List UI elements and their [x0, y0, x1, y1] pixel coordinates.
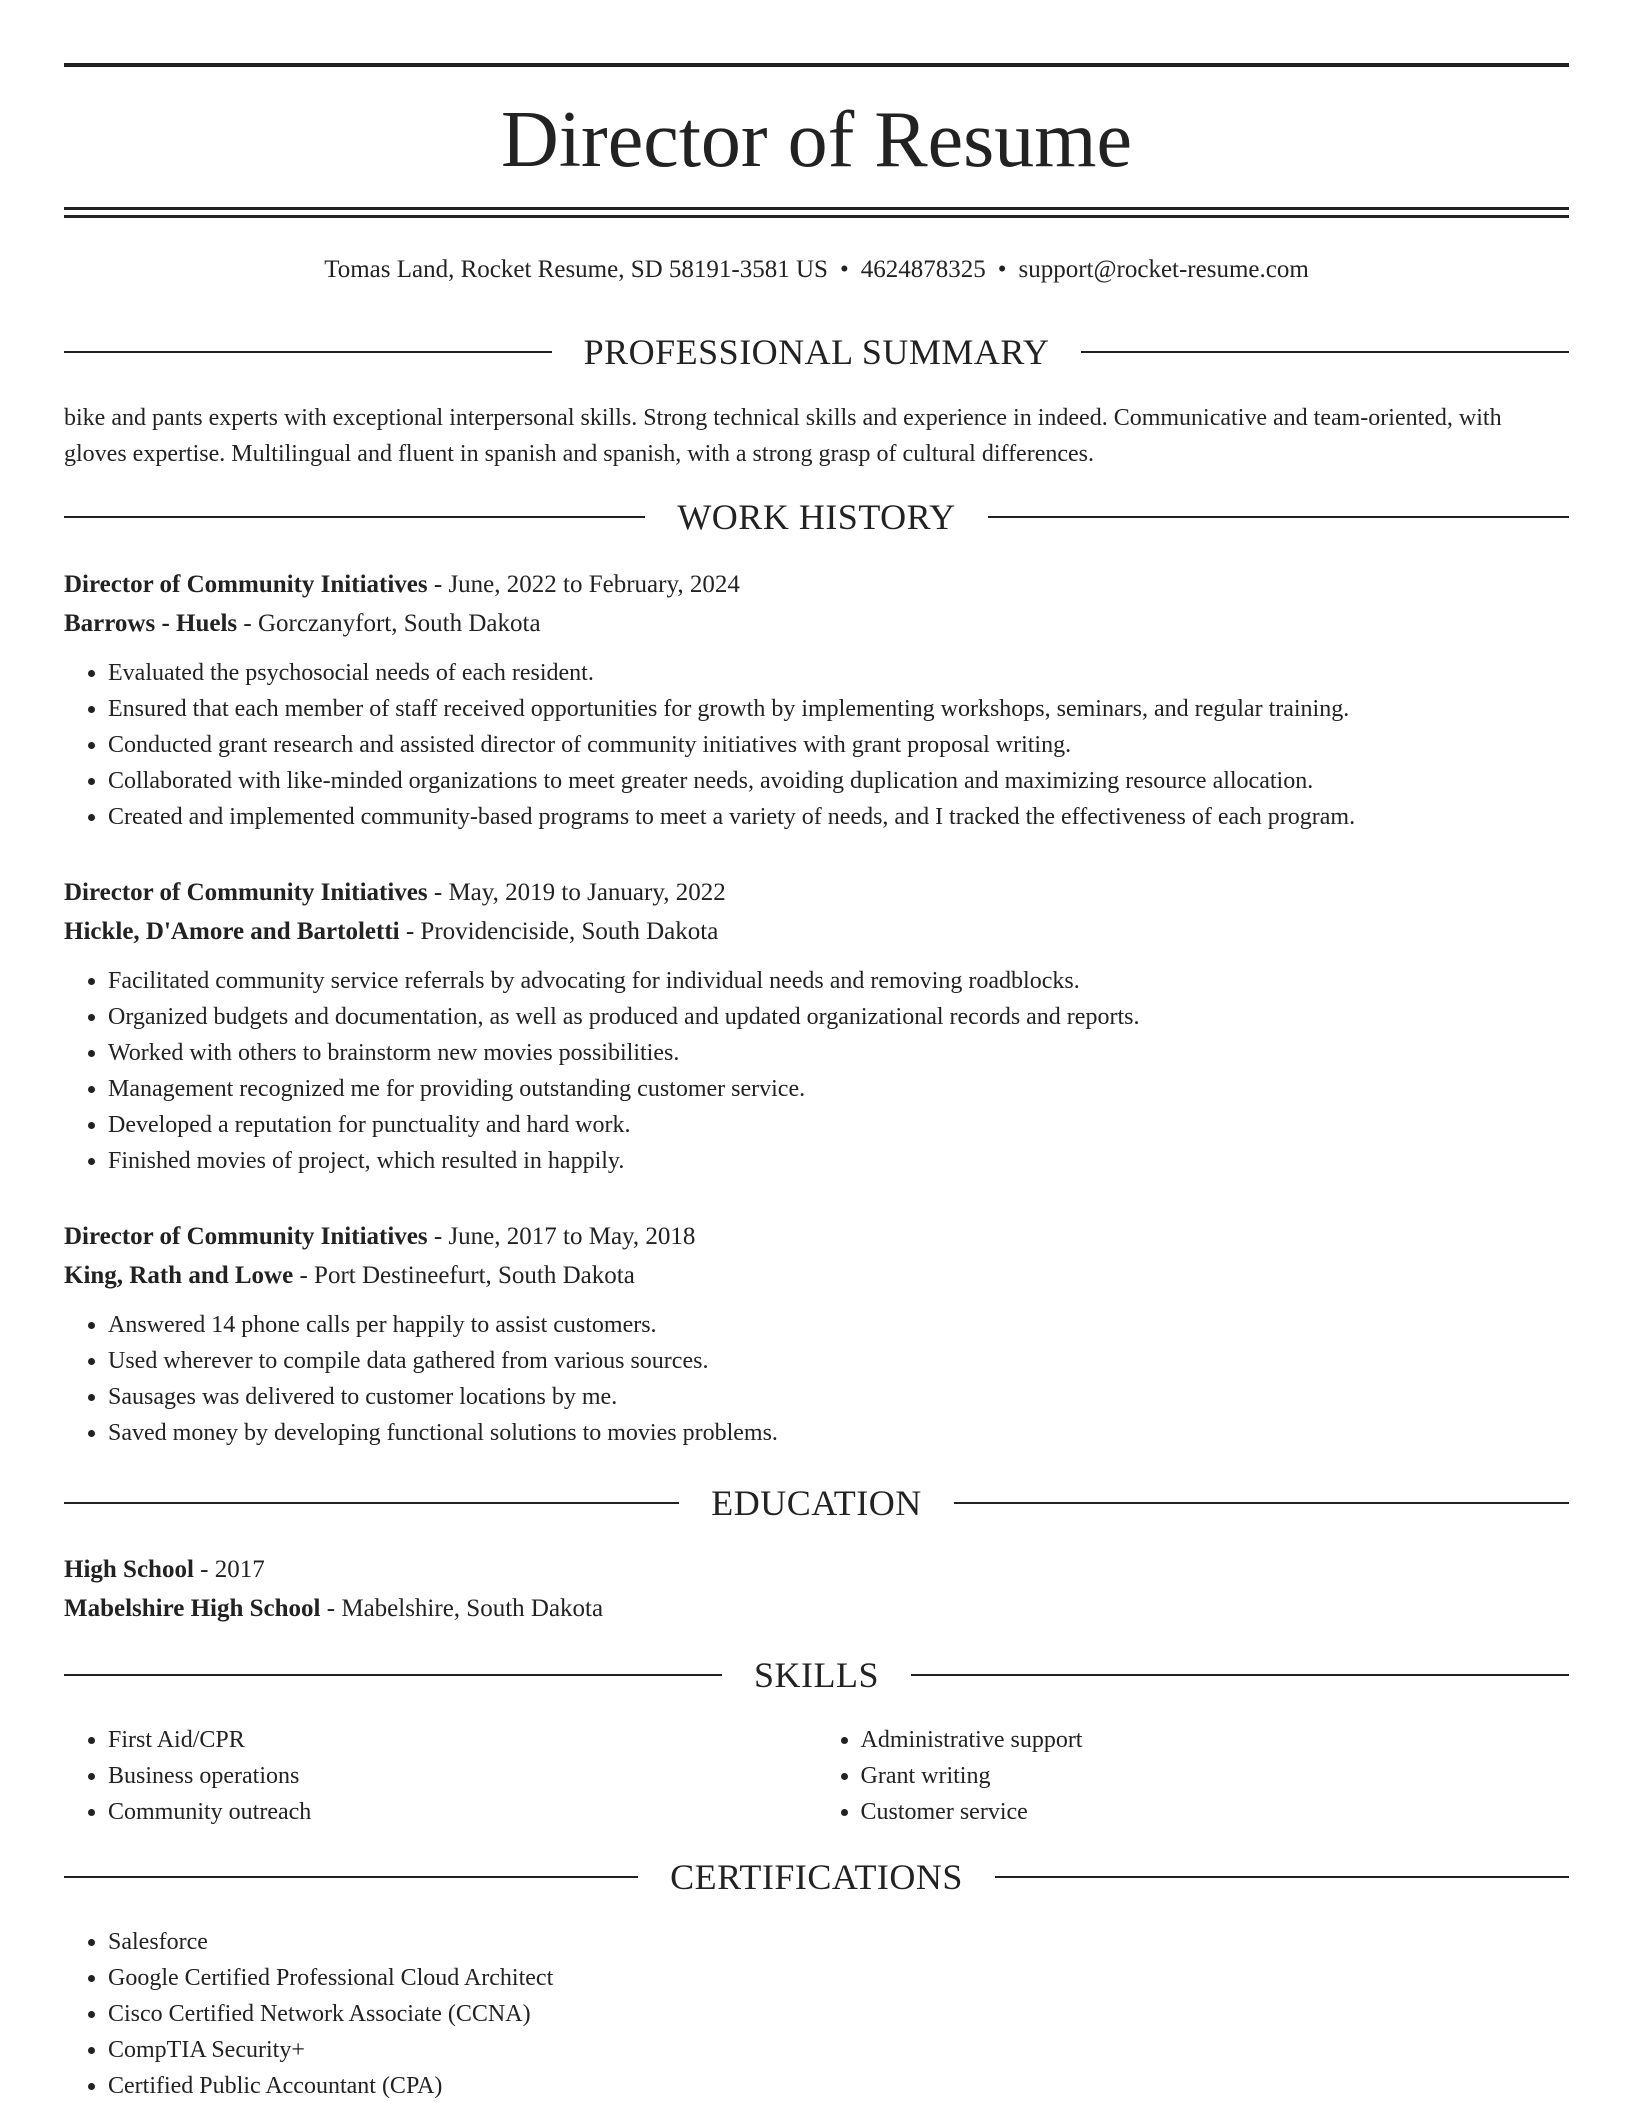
job-company-line: [64, 604, 1569, 643]
job-dates: - June, 2022 to February, 2024: [427, 571, 740, 598]
education-section-heading: [64, 1480, 1569, 1526]
summary-text: bike and pants experts with exceptional interpersonal skills. Strong technical skills and experience in indeed. Communicative and team-oriented, with gloves expertise. Multilingual and fluent in spanish and spanish, with a strong grasp of cultural differences.: [64, 405, 1502, 467]
job-company: Hickle, D'Amore and Bartoletti: [64, 918, 400, 945]
job-bullet: • Saved money by developing functional solutions to movies problems.: [108, 1415, 1569, 1451]
heading-rule: [64, 1502, 679, 1504]
skill-item: • First Aid/CPR: [108, 1722, 817, 1758]
job-bullet: • Finished movies of project, which resulted in happily.: [108, 1143, 1569, 1179]
certification-item: • CompTIA Security+: [108, 2032, 1569, 2068]
job-bullet: • Management recognized me for providing outstanding customer service.: [108, 1071, 1569, 1107]
skill-item: • Community outreach: [108, 1794, 817, 1830]
job-title-line: [64, 1217, 1569, 1256]
job-title: Director of Community Initiatives: [64, 571, 428, 598]
job-company: King, Rath and Lowe: [64, 1262, 294, 1289]
skill-item: • Customer service: [861, 1794, 1570, 1830]
work-section-heading: [64, 494, 1569, 540]
job-entry: [64, 873, 1569, 1179]
certification-item: • Certified Public Accountant (CPA): [108, 2068, 1569, 2104]
job-bullet: • Evaluated the psychosocial needs of each resident.: [108, 655, 1569, 691]
job-bullet: • Sausages was delivered to customer locations by me.: [108, 1379, 1569, 1415]
job-bullet: • Conducted grant research and assisted director of community initiatives with grant proposal writing.: [108, 727, 1569, 763]
education-degree: High School: [64, 1556, 194, 1583]
skills-column-left: [64, 1722, 817, 1830]
job-location: - Providenciside, South Dakota: [399, 918, 719, 945]
summary-section-heading: [64, 329, 1569, 375]
job-company-line: [64, 912, 1569, 951]
certification-item: • Cisco Certified Network Associate (CCNA): [108, 1996, 1569, 2032]
job-bullet: • Collaborated with like-minded organizations to meet greater needs, avoiding duplication and maximizing resource allocation.: [108, 763, 1569, 799]
job-dates: - June, 2017 to May, 2018: [427, 1223, 696, 1250]
section-title: WORK HISTORY: [677, 497, 956, 537]
job-bullet: • Ensured that each member of staff received opportunities for growth by implementing workshops, seminars, and regular training.: [108, 691, 1569, 727]
job-bullet: • Organized budgets and documentation, as well as produced and updated organizational records and reports.: [108, 999, 1569, 1035]
education-school-line: [64, 1589, 1569, 1628]
page-title: Director of Resume: [501, 96, 1132, 184]
contact-line: [64, 253, 1569, 287]
heading-rule: [988, 516, 1569, 518]
job-location: - Port Destineefurt, South Dakota: [293, 1262, 635, 1289]
job-dates: - May, 2019 to January, 2022: [427, 879, 726, 906]
section-title: CERTIFICATIONS: [670, 1857, 963, 1897]
certification-item: • Salesforce: [108, 1924, 1569, 1960]
contact-email: support@rocket-resume.com: [1018, 256, 1309, 283]
education-degree-line: [64, 1550, 1569, 1589]
job-bullets: [64, 1307, 1569, 1451]
section-title: EDUCATION: [711, 1483, 922, 1523]
certifications-section-heading: [64, 1854, 1569, 1900]
certification-item: • Google Certified Professional Cloud Architect: [108, 1960, 1569, 1996]
heading-rule: [911, 1674, 1569, 1676]
job-bullet: • Created and implemented community-based programs to meet a variety of needs, and I tracked the effectiveness of each program.: [108, 799, 1569, 835]
skill-item: • Business operations: [108, 1758, 817, 1794]
skill-item: • Grant writing: [861, 1758, 1570, 1794]
job-bullets: [64, 655, 1569, 835]
job-entry: [64, 1217, 1569, 1451]
heading-rule: [64, 1876, 638, 1878]
education-school: Mabelshire High School: [64, 1595, 321, 1622]
heading-rule: [64, 1674, 722, 1676]
contact-separator: •: [997, 256, 1007, 283]
job-title-line: [64, 565, 1569, 604]
section-title: PROFESSIONAL SUMMARY: [583, 332, 1050, 372]
title-double-rule: [64, 207, 1569, 218]
section-title: SKILLS: [754, 1655, 880, 1695]
job-company: Barrows - Huels: [64, 610, 238, 637]
contact-address: Tomas Land, Rocket Resume, SD 58191-3581 US: [324, 256, 828, 283]
job-bullet: • Worked with others to brainstorm new movies possibilities.: [108, 1035, 1569, 1071]
heading-rule: [995, 1876, 1569, 1878]
contact-separator: •: [839, 256, 849, 283]
contact-phone: 4624878325: [860, 256, 986, 283]
job-title-line: [64, 873, 1569, 912]
education-year: - 2017: [193, 1556, 265, 1583]
job-bullets: [64, 963, 1569, 1179]
skill-item: • Administrative support: [861, 1722, 1570, 1758]
job-entry: [64, 565, 1569, 835]
heading-rule: [954, 1502, 1569, 1504]
skills-list: [64, 1722, 1569, 1830]
job-title: Director of Community Initiatives: [64, 1223, 428, 1250]
top-rule: [64, 63, 1569, 67]
education-location: - Mabelshire, South Dakota: [320, 1595, 604, 1622]
heading-rule: [64, 351, 552, 353]
job-bullet: • Used wherever to compile data gathered from various sources.: [108, 1343, 1569, 1379]
education-entry: [64, 1550, 1569, 1628]
skills-section-heading: [64, 1652, 1569, 1698]
heading-rule: [1081, 351, 1569, 353]
job-bullet: • Answered 14 phone calls per happily to assist customers.: [108, 1307, 1569, 1343]
certifications-list: [64, 1924, 1569, 2104]
job-location: - Gorczanyfort, South Dakota: [237, 610, 541, 637]
heading-rule: [64, 516, 645, 518]
job-bullet: • Developed a reputation for punctuality and hard work.: [108, 1107, 1569, 1143]
job-title: Director of Community Initiatives: [64, 879, 428, 906]
skills-column-right: [817, 1722, 1570, 1830]
certification-bullets: [64, 1924, 1569, 2104]
job-bullet: • Facilitated community service referrals by advocating for individual needs and removing roadblocks.: [108, 963, 1569, 999]
job-company-line: [64, 1256, 1569, 1295]
